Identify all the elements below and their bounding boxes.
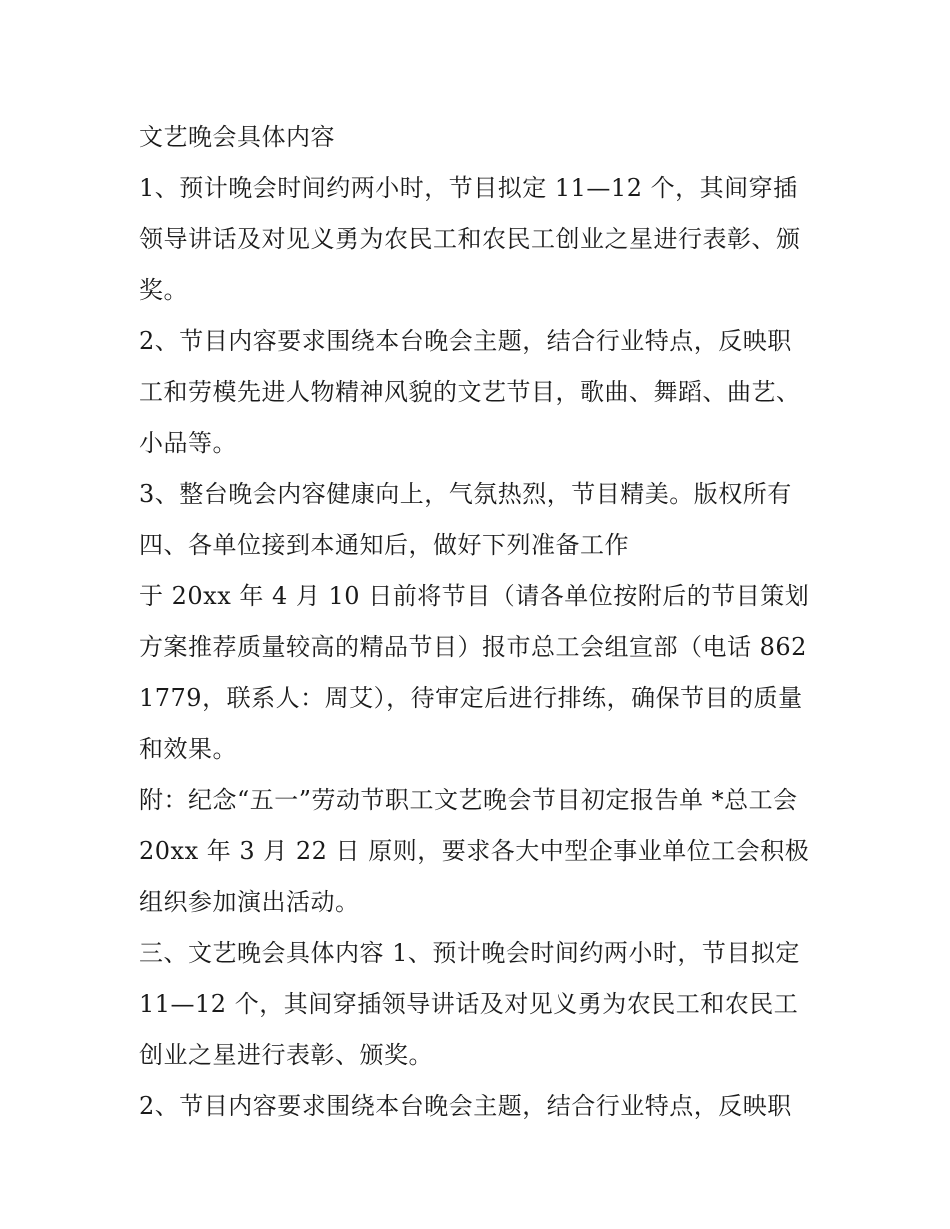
paragraph-section-three: 三、文艺晚会具体内容 1、预计晚会时间约两小时，节目拟定 11—12 个，其间穿插领导讲话及对见义勇为农民工和农民工创业之星进行表彰、颁奖。 (139, 939, 800, 1069)
paragraph-section-four: 四、各单位接到本通知后，做好下列准备工作 (139, 531, 629, 559)
paragraph-item-3: 3、整台晚会内容健康向上，气氛热烈，节目精美。版权所有 (139, 480, 792, 508)
paragraph-submission-details: 于 20xx 年 4 月 10 日前将节目（请各单位按附后的节目策划方案推荐质量较高的精品节目）报市总工会组宣部（电话 8621779，联系人：周艾），待审定后进行排练，确保节目的质量和效果。 (139, 582, 810, 763)
paragraph-attachment-note: 附：纪念“五一”劳动节职工文艺晚会节目初定报告单 *总工会 20xx 年 3 月 22 日 原则，要求各大中型企事业单位工会积极组织参加演出活动。 (139, 786, 810, 916)
paragraph-item-2-repeat: 2、节目内容要求围绕本台晚会主题，结合行业特点，反映职 (139, 1092, 792, 1120)
document-body (139, 112, 811, 1132)
paragraph-item-2: 2、节目内容要求围绕本台晚会主题，结合行业特点，反映职工和劳模先进人物精神风貌的文艺节目，歌曲、舞蹈、曲艺、小品等。 (139, 327, 801, 457)
section-heading: 文艺晚会具体内容 (139, 123, 335, 151)
paragraph-item-1: 1、预计晚会时间约两小时，节目拟定 11—12 个，其间穿插领导讲话及对见义勇为农民工和农民工创业之星进行表彰、颁奖。 (139, 174, 801, 304)
